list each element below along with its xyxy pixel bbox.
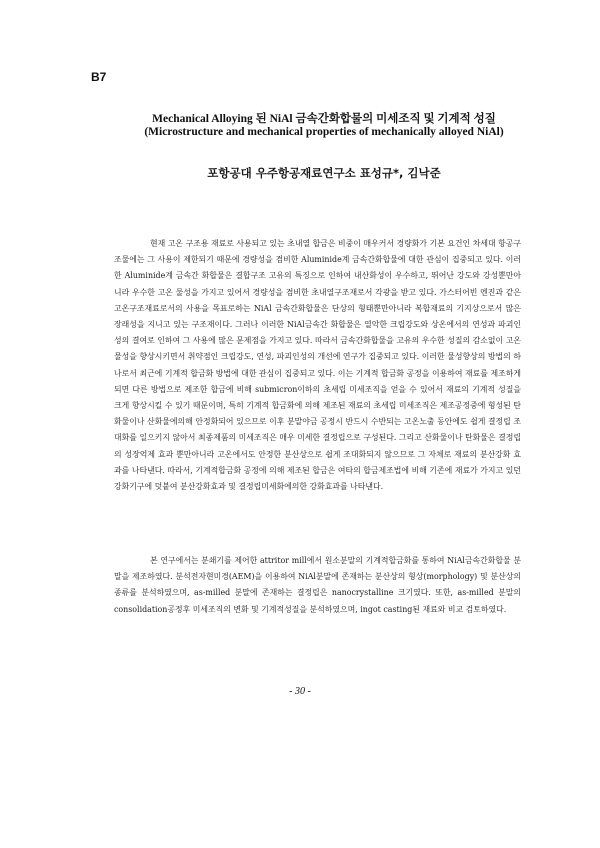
body-paragraph-2: 본 연구에서는 분쇄기를 제어한 attritor mill에서 원소분말의 기계적합금화를 통하여 NiAl금속간화합물 분말을 제조하였다. 분석전자현미경(AEM)을 이용하여 NiAl분말에 존재하는 분산상의 형상(morphology) 및 분산상의 종류를 분석하였으며, as-milled 분말에 존재하는 결정립은 nanocrystalline 크기였다. 또한, as-milled 분말의 consolidation공정후 미세조직의 변화 및 기계적성질을 분석하였으며, ingot casting된 재료와 비교 검토하였다. bbox=[114, 556, 521, 614]
paper-title-korean: Mechanical Alloying 된 NiAl 금속간화합물의 미세조직 및 기계적 성질 bbox=[152, 113, 496, 125]
body-paragraph-1: 현재 고온 구조용 재료로 사용되고 있는 초내열 합금은 비중이 매우커서 경량화가 기본 요건인 차세대 항공구조물에는 그 사용이 제한되기 때문에 경량성을 겸비한 Aluminide계 금속간화합물에 대한 관심이 집중되고 있다. 이러한 Aluminide계 금속간 화합물은 결합구조 고유의 특징으로 인하여 내산화성이 우수하고, 뛰어난 강도와 강성뿐만아니라 우수한 고온 물성을 가지고 있어서 경량성을 겸비한 초내열구조재로서 각광을 받고 있다. 가스터어빈 엔진과 같은 고온구조재료로서의 사용을 목표로하는 NiAl 금속간화합물은 단상의 형태뿐만아니라 복합재료의 기지상으로서 많은 장래성을 지니고 있는 구조재이다. 그러나 이러한 NiAl금속간 화합물은 열악한 크립강도와 상온에서의 연성과 파괴인성의 결여로 인하여 그 사용에 많은 문제점을 가지고 있다. 따라서 금속간화합물을 고유의 우수한 성질의 감소없이 고온물성을 향상시키면서 취약점인 크립강도, 연성, 파괴인성의 개선에 연구가 집중되고 있다. 이러한 물성향상의 방법의 하나로서 최근에 기계적 합금화 방법에 대한 관심이 집중되고 있다. 이는 기계적 합금화 공정을 이용하여 재료를 제조하게 되면 다른 방법으로 제조한 합금에 비해 submicron이하의 초세립 미세조직을 얻을 수 있어서 재료의 기계적 성질을 크게 향상시킬 수 있기 때문이며, 특히 기계적 합금화에 의해 제조된 재료의 초세립 미세조직은 제조공정중에 형성된 탄화물이나 산화물에의해 안정화되어 있으므로 이후 분말야금 공정시 반드시 수반되는 고온노출 동안에도 쉽게 결정립 조대화를 일으키지 않아서 최종제품의 미세조직은 매우 미세한 결정립으로 구성된다. 그리고 산화물이나 탄화물은 결정립의 성장억제 효과 뿐만아니라 고온에서도 안정한 분산상으로 쉽게 조대화되지 않으므로 그 자체로 재료의 분산강화 효과를 나타낸다. 따라서, 기계적합금화 공정에 의해 제조된 합금은 여타의 합금제조법에 비해 기존에 재료가 가지고 있던 강화기구에 덧붙여 분산강화효과 및 결정립미세화에의한 강화효과를 나타낸다. bbox=[114, 239, 521, 492]
author-affiliation-line: 포항공대 우주항공재료연구소 표성규*, 김낙준 bbox=[207, 166, 441, 180]
paper-title-english: (Microstructure and mechanical properties of mechanically alloyed NiAl) bbox=[144, 126, 504, 138]
page-number: - 30 - bbox=[289, 686, 311, 697]
session-label: B7 bbox=[91, 70, 107, 84]
